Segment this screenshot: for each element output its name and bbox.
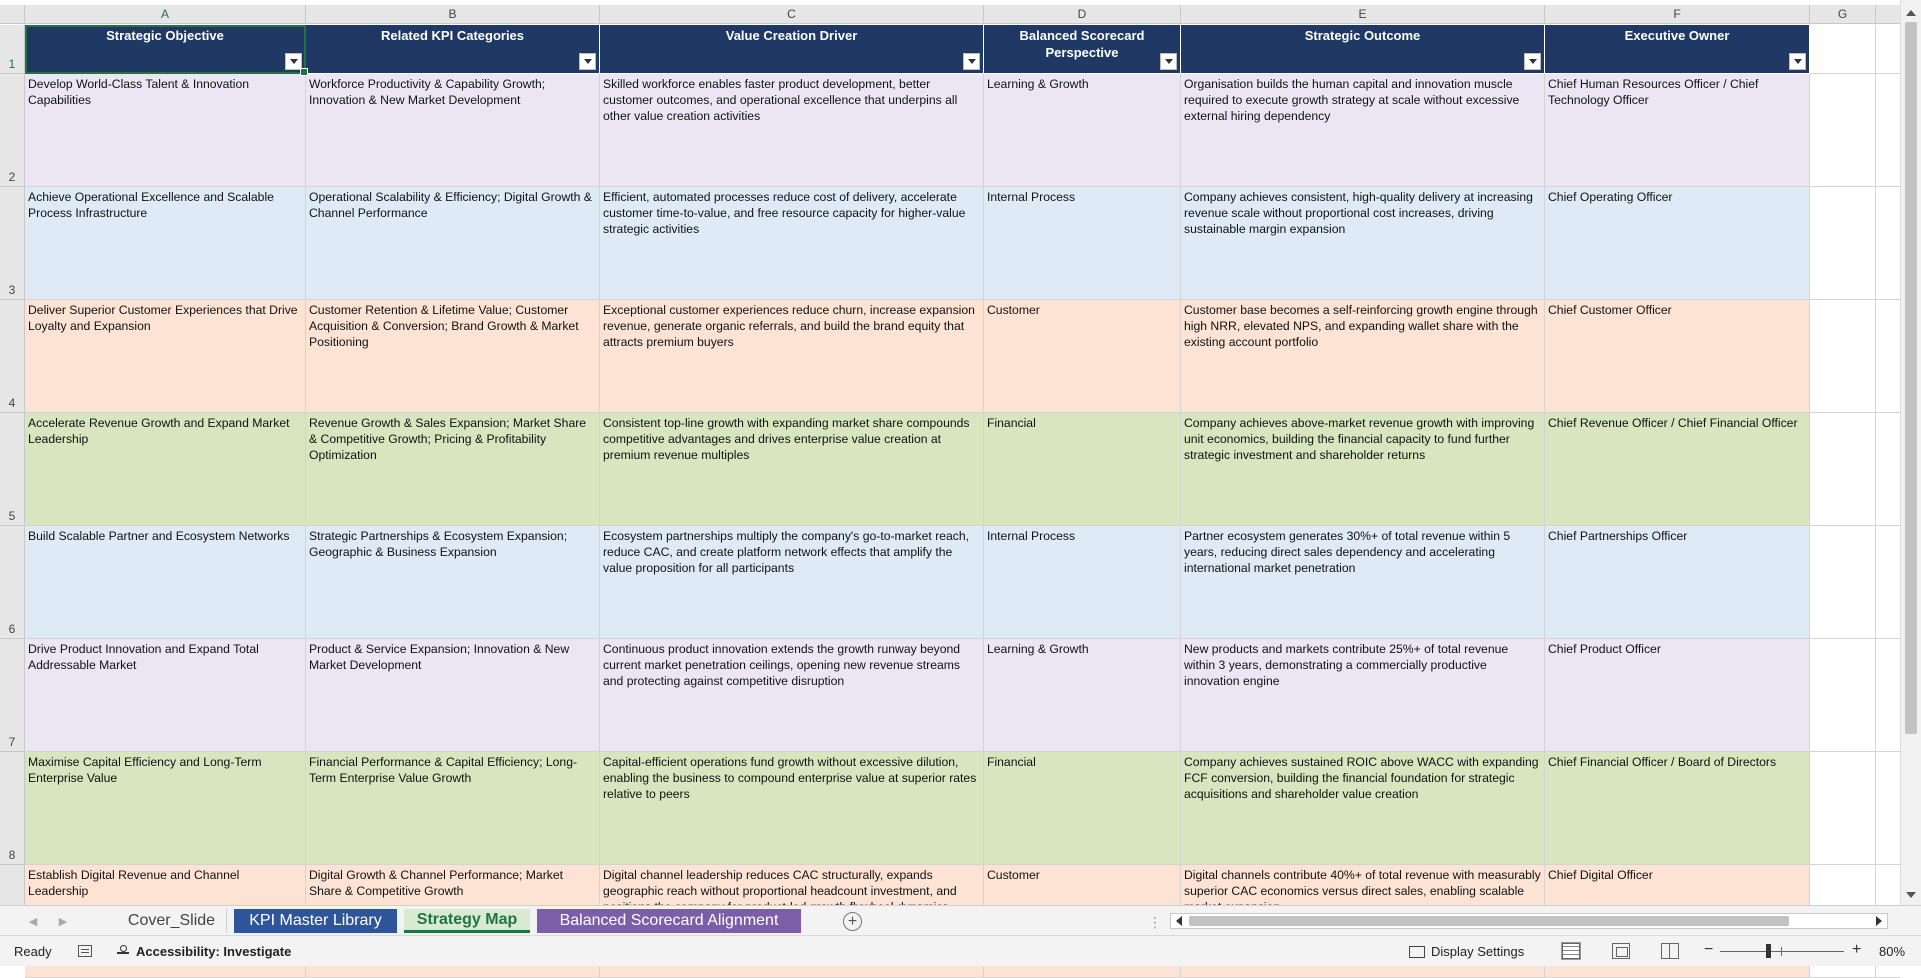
kpi-categories-cell[interactable]: Strategic Partnerships & Ecosystem Expansion; Geographic & Business Expansion <box>306 526 600 639</box>
kpi-categories-cell[interactable]: Product & Service Expansion; Innovation & New Market Development <box>306 639 600 752</box>
row-header-1[interactable]: 1 <box>0 25 25 74</box>
row-header-3[interactable]: 3 <box>0 187 25 300</box>
executive-owner-cell[interactable]: Chief Operating Officer <box>1545 187 1810 300</box>
executive-owner-cell[interactable]: Chief Financial Officer / Board of Directors <box>1545 752 1810 865</box>
perspective-cell[interactable]: Learning & Growth <box>984 74 1181 187</box>
accessibility-icon <box>116 945 130 959</box>
value-driver-cell[interactable]: Continuous product innovation extends the growth runway beyond current market penetration ceilings, opening new revenue streams and protecting against competitive disruption <box>600 639 984 752</box>
empty-cell[interactable] <box>1810 300 1876 413</box>
perspective-cell[interactable]: Internal Process <box>984 187 1181 300</box>
executive-owner-cell[interactable]: Chief Product Officer <box>1545 639 1810 752</box>
macro-recording-icon[interactable] <box>78 945 92 957</box>
value-driver-cell[interactable]: Consistent top-line growth with expanding market share compounds competitive advantages and drives enterprise value creation at premium revenue multiples <box>600 413 984 526</box>
horizontal-scrollbar[interactable] <box>1170 913 1888 929</box>
value-driver-cell[interactable]: Skilled workforce enables faster product development, better customer outcomes, and operational excellence that underpins all other value creation activities <box>600 74 984 187</box>
row-header-5[interactable]: 5 <box>0 413 25 526</box>
empty-cell[interactable] <box>1876 752 1900 865</box>
row-header-2[interactable]: 2 <box>0 74 25 187</box>
kpi-categories-cell[interactable]: Operational Scalability & Efficiency; Digital Growth & Channel Performance <box>306 187 600 300</box>
filter-dropdown-icon[interactable] <box>579 53 596 70</box>
strategic-objective-cell[interactable]: Build Scalable Partner and Ecosystem Networks <box>25 526 306 639</box>
normal-view-icon[interactable] <box>1562 943 1580 959</box>
column-header-h[interactable] <box>1876 5 1900 24</box>
empty-cell[interactable] <box>1810 187 1876 300</box>
header-balanced-scorecard-perspective[interactable] <box>984 25 1181 73</box>
horizontal-scroll-thumb[interactable] <box>1189 916 1789 926</box>
value-driver-cell[interactable]: Exceptional customer experiences reduce churn, increase expansion revenue, generate organic referrals, and build the brand equity that attracts premium buyers <box>600 300 984 413</box>
strategic-outcome-cell[interactable]: Partner ecosystem generates 30%+ of total revenue within 5 years, reducing direct sales dependency and accelerating international market penetration <box>1181 526 1545 639</box>
strategic-outcome-cell[interactable]: Company achieves sustained ROIC above WACC with expanding FCF conversion, building the financial foundation for strategic acquisitions and shareholder value creation <box>1181 752 1545 865</box>
column-header-d[interactable]: D <box>984 5 1181 24</box>
header-strategic-outcome[interactable] <box>1181 25 1545 73</box>
value-driver-cell[interactable]: Capital-efficient operations fund growth without excessive dilution, enabling the business to compound enterprise value at superior rates relative to peers <box>600 752 984 865</box>
empty-cell[interactable] <box>1876 25 1900 74</box>
sheet-tab-kpi-master-library[interactable]: KPI Master Library <box>234 909 397 933</box>
vertical-scroll-thumb[interactable] <box>1905 22 1917 734</box>
column-header-e[interactable]: E <box>1181 5 1545 24</box>
column-header-f[interactable]: F <box>1545 5 1810 24</box>
tab-scroll-right-icon[interactable]: ▶ <box>58 915 68 928</box>
zoom-slider[interactable] <box>1720 951 1844 952</box>
zoom-in-icon[interactable]: + <box>1852 941 1862 958</box>
perspective-cell[interactable]: Customer <box>984 300 1181 413</box>
value-driver-cell[interactable]: Ecosystem partnerships multiply the company's go-to-market reach, reduce CAC, and create platform network effects that amplify the value proposition for all participants <box>600 526 984 639</box>
header-label: Related KPI Categories <box>380 28 525 43</box>
value-driver-cell[interactable]: Digital channel leadership reduces CAC structurally, expands geographic reach without proportional headcount investment, and <box>600 865 984 978</box>
perspective-cell[interactable]: Financial <box>984 752 1181 865</box>
empty-cell[interactable] <box>1876 413 1900 526</box>
strategic-outcome-cell[interactable]: Company achieves above-market revenue growth with improving unit economics, building the financial capacity to fund further strategic investment and shareholder returns <box>1181 413 1545 526</box>
scroll-left-icon[interactable] <box>1171 914 1187 928</box>
scroll-up-icon[interactable] <box>1904 6 1918 20</box>
zoom-out-icon[interactable]: − <box>1704 941 1714 958</box>
value-driver-cell[interactable]: Efficient, automated processes reduce cost of delivery, accelerate customer time-to-value, and free resource capacity for higher-value strategic activities <box>600 187 984 300</box>
tab-split-handle-icon[interactable]: ⋮ <box>1148 914 1162 930</box>
header-label: Executive Owner <box>1624 28 1730 43</box>
executive-owner-cell[interactable]: Chief Revenue Officer / Chief Financial Officer <box>1545 413 1810 526</box>
perspective-cell[interactable]: Learning & Growth <box>984 639 1181 752</box>
strategic-outcome-cell[interactable]: Digital channels contribute 40%+ of total revenue with measurably superior CAC economics versus direct sales, enabling scalable <box>1181 865 1545 978</box>
header-label: Value Creation Driver <box>725 28 858 43</box>
empty-cell[interactable] <box>1810 639 1876 752</box>
header-related-kpi-categories[interactable] <box>306 25 600 73</box>
empty-cell[interactable] <box>1810 752 1876 865</box>
column-header-g[interactable]: G <box>1810 5 1876 24</box>
kpi-categories-cell[interactable]: Financial Performance & Capital Efficiency; Long-Term Enterprise Value Growth <box>306 752 600 865</box>
perspective-cell[interactable]: Internal Process <box>984 526 1181 639</box>
strategic-objective-cell[interactable]: Achieve Operational Excellence and Scalable Process Infrastructure <box>25 187 306 300</box>
kpi-categories-cell[interactable]: Customer Retention & Lifetime Value; Customer Acquisition & Conversion; Brand Growth & Market Positioning <box>306 300 600 413</box>
row-header-7[interactable]: 7 <box>0 639 25 752</box>
row-header-9[interactable] <box>0 865 25 905</box>
row-header-8[interactable]: 8 <box>0 752 25 865</box>
zoom-slider-thumb[interactable] <box>1766 944 1771 958</box>
filter-dropdown-icon[interactable] <box>1789 53 1806 70</box>
status-bar <box>0 935 1921 966</box>
kpi-categories-cell[interactable]: Digital Growth & Channel Performance; Market Share & Competitive Growth <box>306 865 600 978</box>
sheet-tab-strategy-map[interactable]: Strategy Map <box>404 909 530 933</box>
strategic-objective-cell[interactable]: Establish Digital Revenue and Channel Leadership <box>25 865 306 978</box>
page-break-preview-icon[interactable] <box>1661 943 1679 959</box>
executive-owner-cell[interactable]: Chief Customer Officer <box>1545 300 1810 413</box>
scroll-right-icon[interactable] <box>1871 914 1887 928</box>
strategic-objective-cell[interactable]: Drive Product Innovation and Expand Total Addressable Market <box>25 639 306 752</box>
accessibility-label: Accessibility: Investigate <box>136 944 292 959</box>
perspective-cell[interactable]: Customer <box>984 865 1181 978</box>
executive-owner-cell[interactable]: Chief Partnerships Officer <box>1545 526 1810 639</box>
kpi-categories-cell[interactable]: Workforce Productivity & Capability Growth; Innovation & New Market Development <box>306 74 600 187</box>
filter-dropdown-icon[interactable] <box>1524 53 1541 70</box>
add-sheet-icon[interactable]: + <box>843 912 862 931</box>
display-settings-icon <box>1409 946 1425 958</box>
display-settings-label: Display Settings <box>1431 944 1525 959</box>
strategic-outcome-cell[interactable]: Customer base becomes a self-reinforcing growth engine through high NRR, elevated NPS, and expanding wallet share with the existing account portfolio <box>1181 300 1545 413</box>
empty-cell[interactable] <box>1876 300 1900 413</box>
perspective-cell[interactable]: Financial <box>984 413 1181 526</box>
strategic-objective-cell[interactable]: Accelerate Revenue Growth and Expand Market Leadership <box>25 413 306 526</box>
row-header-4[interactable]: 4 <box>0 300 25 413</box>
strategic-objective-cell[interactable]: Maximise Capital Efficiency and Long-Term Enterprise Value <box>25 752 306 865</box>
empty-cell[interactable] <box>1810 74 1876 187</box>
header-label: Strategic Outcome <box>1304 28 1421 43</box>
strategic-outcome-cell[interactable]: Organisation builds the human capital and innovation muscle required to execute growth strategy at scale without excessive external hiring dependency <box>1181 74 1545 187</box>
filter-dropdown-icon[interactable] <box>963 53 980 70</box>
sheet-tab-balanced-scorecard-alignment[interactable]: Balanced Scorecard Alignment <box>537 909 801 933</box>
empty-cell[interactable] <box>1876 187 1900 300</box>
filter-dropdown-icon[interactable] <box>285 53 302 70</box>
header-value-creation-driver[interactable] <box>600 25 984 73</box>
select-all-corner[interactable] <box>0 5 25 24</box>
empty-cell[interactable] <box>1810 413 1876 526</box>
filter-dropdown-icon[interactable] <box>1160 53 1177 70</box>
empty-cell[interactable] <box>1810 25 1876 74</box>
display-settings-button[interactable] <box>1409 944 1524 959</box>
column-header-c[interactable]: C <box>600 5 984 24</box>
vertical-scrollbar[interactable] <box>1900 0 1921 905</box>
executive-owner-cell[interactable]: Chief Digital Officer <box>1545 865 1810 978</box>
accessibility-checker[interactable] <box>116 944 291 959</box>
sheet-tab-cover-slide[interactable]: Cover_Slide <box>117 909 227 933</box>
header-label: Strategic Objective <box>106 28 224 43</box>
tab-scroll-left-icon[interactable]: ◀ <box>28 915 38 928</box>
strategic-objective-cell[interactable]: Deliver Superior Customer Experiences that Drive Loyalty and Expansion <box>25 300 306 413</box>
header-label: Balanced Scorecard Perspective <box>1019 28 1145 60</box>
strategic-outcome-cell[interactable]: Company achieves consistent, high-quality delivery at increasing revenue scale without proportional cost increases, driving sustainable margin expansion <box>1181 187 1545 300</box>
scroll-down-icon[interactable] <box>1904 888 1918 902</box>
page-layout-view-icon[interactable] <box>1612 943 1630 959</box>
strategic-outcome-cell[interactable]: New products and markets contribute 25%+ of total revenue within 3 years, demonstrating a commercially productive innovation engine <box>1181 639 1545 752</box>
header-strategic-objective[interactable] <box>25 25 306 73</box>
row-header-6[interactable]: 6 <box>0 526 25 639</box>
sheet-tab-bar <box>0 905 1921 935</box>
header-executive-owner[interactable] <box>1545 25 1810 73</box>
empty-cell[interactable] <box>1810 526 1876 639</box>
column-header-b[interactable]: B <box>306 5 600 24</box>
column-header-a[interactable]: A <box>25 5 306 24</box>
empty-cell[interactable] <box>1876 74 1900 187</box>
status-ready: Ready <box>14 944 52 959</box>
empty-cell[interactable] <box>1876 639 1900 752</box>
executive-owner-cell[interactable]: Chief Human Resources Officer / Chief Technology Officer <box>1545 74 1810 187</box>
empty-cell[interactable] <box>1876 526 1900 639</box>
kpi-categories-cell[interactable]: Revenue Growth & Sales Expansion; Market Share & Competitive Growth; Pricing & Profitability Optimization <box>306 413 600 526</box>
zoom-level[interactable]: 80% <box>1879 944 1906 959</box>
strategic-objective-cell[interactable]: Develop World-Class Talent & Innovation Capabilities <box>25 74 306 187</box>
